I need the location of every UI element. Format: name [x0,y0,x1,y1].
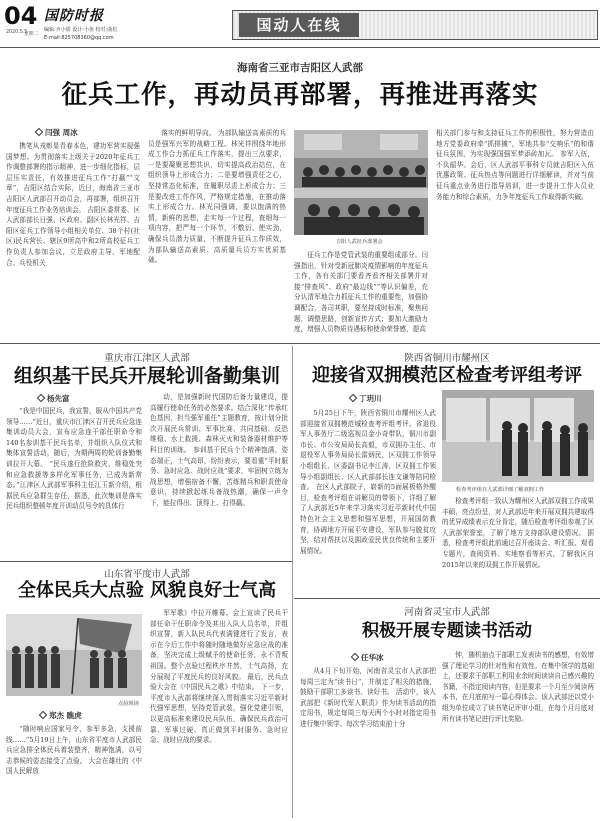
article1-headline: 征兵工作，再动员再部署，再推进再落实 [61,80,539,110]
inspection-team-photo [442,390,594,482]
article3-headline: 全体民兵大点验 风貌良好士气高 [17,580,277,601]
article3-photo-caption: 点验现场 [118,701,139,707]
article2-byline: 杨先富 [38,393,70,404]
masthead [0,0,600,48]
byline-marker-icon [351,653,359,661]
article4-bottom-rule [294,598,600,599]
article3-column-1: “随时响应国家号令，参军多急，支援前线……”5月19日上午，山东省平度市人武部民兵应急排全体民兵着装整齐，精神饱满，以号志恭候的姿态接受了点验。 大会在雄壮的《中国人民解放 [6,725,142,776]
article5-headline: 积极开展专题读书活动 [362,621,532,641]
byline-marker-icon [349,394,357,402]
page-number: 04 [4,2,38,30]
article2-bottom-rule [0,561,292,562]
article1-photo-caption: 吉阳人武征兵部署会 [336,239,383,245]
masthead-email: E-mail:825708360@qq.com [44,35,114,41]
article2-column-2: 动，是加强新时代国防后备力量建设，提高履行使命任务的必然要求。结合深化“传承红色基因，担当强军重任”主题教育，按计划分批次开展民兵常训、军事比赛、共同基础、反恐维稳、水上救援、森林灭火和装备器材维护等科目的训练。 参训基干民兵个个精神饱满、姿态端正，士气高昂，纷纷表示，要看重“平时服务、急时应急、战时应战”要求，牢固树立练为战思想，增强宿备不懈，苦练精兵和职责使命意识，持续掀起练兵备战热潮，确保一声令下，能拉得出、顶得上、打得赢。 [150,393,288,507]
article5-byline: 任华冰 [352,652,384,663]
article4-column-2: 检查考评组一致认为耀州区人武部双拥工作成果丰硕，亮点纷呈，对人武部近年来开展双拥共建取得的优异成绩表示充分肯定，随后检查考评组参观了区人武部荣誉室，了解了地方支持部队建设情况。 据悉，检查考评组此前通过召开座谈会、听汇报、观看专题片，查阅资料、实地察看等形式，了解我区自2015年以来的双拥工作开展情况。 [442,497,594,569]
section-banner [232,10,598,40]
article3-byline: 郑杰 瞧虎 [40,710,82,721]
article1-bottom-rule [0,343,600,344]
article5-kicker: 河南省灵宝市人武部 [404,607,490,618]
article4-photo [442,390,594,482]
article4-byline: 丁玥川 [350,393,382,404]
masthead-editors: 编辑:齐小娟 设计:小鱼 校对:曲松 [44,27,118,33]
article2-headline: 组织基干民兵开展轮训备勤集训 [13,365,280,387]
article1-kicker: 海南省三亚市吉阳区人武部 [237,62,363,74]
article2-kicker: 重庆市江津区人武部 [104,353,190,364]
byline-marker-icon [39,711,47,719]
byline-marker-icon [35,128,43,136]
article5-column-2: 钟，随机抽点干部职工发表读书的感想，有效增强了理论学习的针对性和有效性。在集中领学的基础上，还要求干部职工利用业余时间读读自己感兴趣的书籍，不指定阅读内容，但是要求一个月至少阅读两本书，在月底前写一篇心得体会。该人武部还以党小组为单位成立了读书笔记评审小组，在每个月月底对所有读书笔记进行评比奖励。 [442,651,594,723]
byline-marker-icon [37,394,45,402]
meeting-photo [294,130,428,235]
article3-photo [6,614,142,696]
article4-headline: 迎接省双拥模范区检查考评组考评 [312,365,582,386]
masthead-date: 2020.5.5 [6,30,28,35]
article4-kicker: 陕西省铜川市耀州区 [404,353,490,364]
article1-column-1: 携笔从戎彰显青春本色，建功军营实现强国梦想。为贯彻落实上级关于2020年征兵工作调整部署的指示精神，进一步细化指标，层层压实责任，有效推进征兵工作“打赢”“文章”，吉阳区结合实际，近日，海南省三亚市吉阳区人武部召开动员会，再部署，组织召开年度征兵工作业务培训会。 吉阳区委常委、区人武部部长日强、区政府、副区长林光祥、吉阳区征兵工作领导小组相关单位、38个村(社区)民兵营长、辖区9所高中和2所高校征兵工作负责人参加会议，立足政府主导、军地配合、兵役机关 [6,142,140,267]
section-title: 国动人在线 [256,16,342,34]
article3-kicker: 山东省平度市人武部 [104,569,190,580]
article1-column-3a: 征兵工作是党管武装的重要组成部分。闫强指出，针对受新冠肺炎疫情影响的年度征兵工作，各有关部门要看齐看齐相关部署并对接“排查风”、政府“最边线”“等认识偏差，充分认清军地合力抓征兵工作的重要性，加强协调配合，各司其职，要坚持成时标准，聚焦问题，调整思路，创新宣传方式；要加大激励力度，增强人员物质待遇标和使命荣誉感，提高 [294,251,428,334]
article3-column-2: 军军歌》中拉开帷幕。会上宣读了民兵干部任命干任职命令及其出入队人员名单，并组织宣誓，新入队民兵代表满键进行了发言，表示在今后工作中将随时随地做好应急应战的准备，坚决完成上级赋予的使命任务，永不背叛祖国。整个点验过程秩序井然，士气高扬，充分展现了平度民兵的良好风貌。 最后，民兵点验大会在《中国民兵之歌》中结束。 下一步，平度市人武部将继续深入贯彻落实习近平新时代强军思想，坚持党管武装，强化党建引领，以更高标准来建设民兵队伍，确保民兵政治可靠、军事过硬、真正做到平时服务、急时应急、战时应战的要求。 [150,609,288,745]
militia-inspection-photo [6,614,142,696]
masthead-rule [0,47,600,48]
article4-column-1: 5月25日下午，陕西省铜川市耀州区人武部迎接省双拥模范城检查考评组考评。省退役军人事务厅二级巡视员金小奇带队，铜川市副市长、市公安局局长高毅，市双拥办主任、市退役军人事务局局长雷炳民，区双拥工作领导小组组长、区委副书记李江涛，区双拥工作领导小组副组长、区人武部部长连文谦等陪同检查。 在区人武部院子，崭新的5面展板格外醒目，检查考评组在讲解员的带领下，详细了解了人武部近5年来学习落实习近平新时代中国特色社会主义思想和强军思想，开展国防教育，协调地方开展平安建设，军队参与脱贫攻坚，结对帮扶以及拥政爱民优良传统和主要开展情况。 [300,409,436,555]
article1-photo [294,130,428,235]
masthead-week: 星期二 [24,32,39,37]
article5-column-1: 从4月下旬开始，河南省灵宝市人武部把每周三定为“读书日”，并制定了相关的措施，鼓励干部职工多读书、读好书。 活动中，该人武部把《新时代军人职责》作为读书活动的指定用书，规定每周三每天两个小时对指定用书进行集中领学。每次学习结束前十分 [300,667,436,728]
article2-column-1: “我是中国民兵，我宣誓，服从中国共产党领导……”近日，重庆市江津区召开民兵应急连集训动员大会，宣布应急连干部任职命令和140名参训基干民兵名单，并组织入队仪式和集体宣誓活动，随后，为期两周的轮训备勤集训拉开大幕。 “民兵遂行抢险救灾、维稳处突和应急救援等多样化军事任务，已成为新常态。”江津区人武部军事科主任江玉新介绍，根据民兵应急群生存任，据悉，此次集训是落实民兵组织整顿年度开训动员号令的具体行 [6,407,142,511]
article4-photo-caption: 检查考评组在人武部详细了解双拥工作 [456,487,545,493]
article1-column-3b: 相关部门参与和支持征兵工作的积极性，努力营造由地方党委政府牵“抓排摊”，军地共参“交响乐”的和谐征兵氛围，为实现强国强军梦添砖加瓦。 参军入伍，不负韶华。会后，区人武部平事科专员就吉阳区入伍优惠政策、征兵热点等问题进行详细解读，并对当前征兵重点业务进行指导培训，进一步提升工作人员业务能力和综合素质，力争年度征兵工作取得新实破。 [436,129,594,201]
article1-column-2: 落实的鲜明导向。 为部队输送高素质的兵员是强军兴军的战略工程。林光祥围绕年地形成工作合力抓征兵工作落实，提出三点要求，一是要凝聚思想共识，切实提高政治站位，在组织领导上形成合力；二是要增强责任之心，坚持常态化标准，在履职尽责上形成合力；三是要改进工作作风，严格规定措施，在推动落实上形成合力。林光同强调，要以饱满的热情，新鲜的思想，走实每一个过程，查细每一项内容，把严每一个环节，不敷衍、使实劲，确保兵员潜力质量，不断提升征兵工作质效，为部队输送高素质、高质量兵员方实优质基础。 [148,129,286,265]
lower-column-divider [292,346,293,818]
article1-byline: 闫强 周冰 [36,127,78,138]
paper-name: 国防时报 [44,8,104,24]
